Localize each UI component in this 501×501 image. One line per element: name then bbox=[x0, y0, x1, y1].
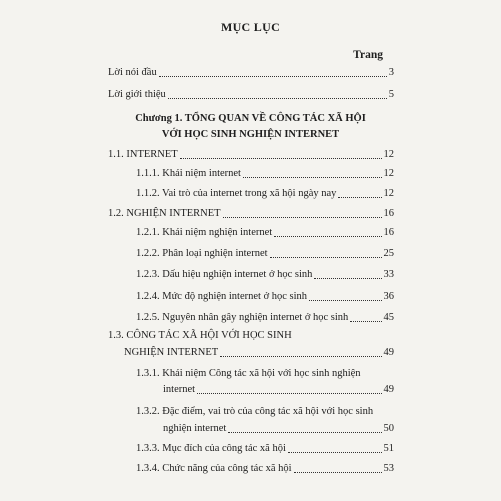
dot-leader bbox=[180, 158, 382, 159]
chapter-1-heading-line1: Chương 1. TỔNG QUAN VỀ CÔNG TÁC XÃ HỘI bbox=[135, 113, 366, 124]
entry-label: 1.1.1. Khái niệm internet bbox=[136, 168, 241, 179]
entry-page: 12 bbox=[383, 188, 394, 199]
entry-page: 12 bbox=[383, 149, 394, 160]
toc-entry-1-2-3 bbox=[136, 268, 394, 282]
dot-leader bbox=[159, 76, 387, 77]
dot-leader bbox=[338, 197, 381, 198]
dot-leader bbox=[220, 356, 381, 357]
entry-page: 45 bbox=[383, 312, 394, 323]
toc-entry-1-2-1 bbox=[136, 226, 394, 240]
entry-label: 1.1.2. Vai trò của internet trong xã hội ngày nay bbox=[136, 188, 337, 199]
toc-entry-1-3-1-line1: 1.3.1. Khái niệm Công tác xã hội với học sinh nghiện bbox=[136, 368, 361, 379]
entry-label: 1.2.3. Dấu hiệu nghiện internet ở học sinh bbox=[136, 269, 313, 280]
entry-page: 51 bbox=[383, 443, 394, 454]
toc-entry-1-2-4 bbox=[136, 290, 394, 304]
entry-page: 49 bbox=[383, 384, 394, 395]
entry-page: 3 bbox=[388, 67, 394, 78]
dot-leader bbox=[197, 393, 381, 394]
entry-page: 25 bbox=[383, 248, 394, 259]
entry-label: Lời nói đầu bbox=[108, 67, 157, 78]
page-column-header: Trang bbox=[353, 49, 383, 61]
entry-label: 1.2.5. Nguyên nhân gây nghiện internet ở học sinh bbox=[136, 312, 349, 323]
toc-entry-1-1-1 bbox=[136, 167, 394, 181]
entry-label: 1.3.3. Mục đích của công tác xã hội bbox=[136, 443, 286, 454]
dot-leader bbox=[314, 278, 381, 279]
toc-section-1-1 bbox=[108, 148, 394, 162]
toc-section-1-3 bbox=[124, 346, 394, 360]
toc-section-1-2 bbox=[108, 207, 394, 221]
toc-entry-1-3-3 bbox=[136, 442, 394, 456]
toc-entry-1-3-2 bbox=[163, 422, 394, 436]
entry-label: 1.1. INTERNET bbox=[108, 149, 178, 160]
entry-label: internet bbox=[163, 384, 196, 395]
dot-leader bbox=[309, 300, 381, 301]
toc-entry-1-3-2-line1: 1.3.2. Đặc điểm, vai trò của công tác xã hội với học sinh bbox=[136, 406, 374, 417]
toc-entry-1-1-2 bbox=[136, 187, 394, 201]
entry-page: 33 bbox=[383, 269, 394, 280]
dot-leader bbox=[243, 177, 382, 178]
dot-leader bbox=[288, 452, 382, 453]
entry-page: 5 bbox=[388, 89, 394, 100]
toc-entry-1-2-2 bbox=[136, 247, 394, 261]
entry-label: 1.2.1. Khái niệm nghiện internet bbox=[136, 227, 273, 238]
entry-page: 49 bbox=[383, 347, 394, 358]
chapter-1-heading-line2: VỚI HỌC SINH NGHIỆN INTERNET bbox=[161, 129, 340, 140]
dot-leader bbox=[228, 432, 381, 433]
entry-page: 53 bbox=[383, 463, 394, 474]
dot-leader bbox=[294, 472, 382, 473]
entry-page: 16 bbox=[383, 227, 394, 238]
dot-leader bbox=[270, 257, 382, 258]
entry-page: 50 bbox=[383, 423, 394, 434]
toc-entry-introduction bbox=[108, 88, 394, 102]
toc-entry-1-3-4 bbox=[136, 462, 394, 476]
dot-leader bbox=[274, 236, 381, 237]
entry-page: 36 bbox=[383, 291, 394, 302]
dot-leader bbox=[223, 217, 382, 218]
toc-section-1-3-line1: 1.3. CÔNG TÁC XÃ HỘI VỚI HỌC SINH bbox=[108, 330, 292, 341]
entry-label: NGHIỆN INTERNET bbox=[124, 347, 219, 358]
toc-entry-1-2-5 bbox=[136, 311, 394, 325]
toc-title: MỤC LỤC bbox=[220, 20, 281, 34]
entry-label: Lời giới thiệu bbox=[108, 89, 166, 100]
entry-label: 1.2. NGHIỆN INTERNET bbox=[108, 208, 221, 219]
entry-label: 1.2.2. Phân loại nghiện internet bbox=[136, 248, 268, 259]
dot-leader bbox=[350, 321, 381, 322]
entry-label: 1.3.4. Chức năng của công tác xã hội bbox=[136, 463, 292, 474]
toc-entry-1-3-1 bbox=[163, 383, 394, 397]
toc-entry-foreword bbox=[108, 66, 394, 80]
entry-page: 12 bbox=[383, 168, 394, 179]
entry-label: nghiện internet bbox=[163, 423, 227, 434]
entry-page: 16 bbox=[383, 208, 394, 219]
dot-leader bbox=[168, 98, 387, 99]
entry-label: 1.2.4. Mức độ nghiện internet ở học sinh bbox=[136, 291, 308, 302]
